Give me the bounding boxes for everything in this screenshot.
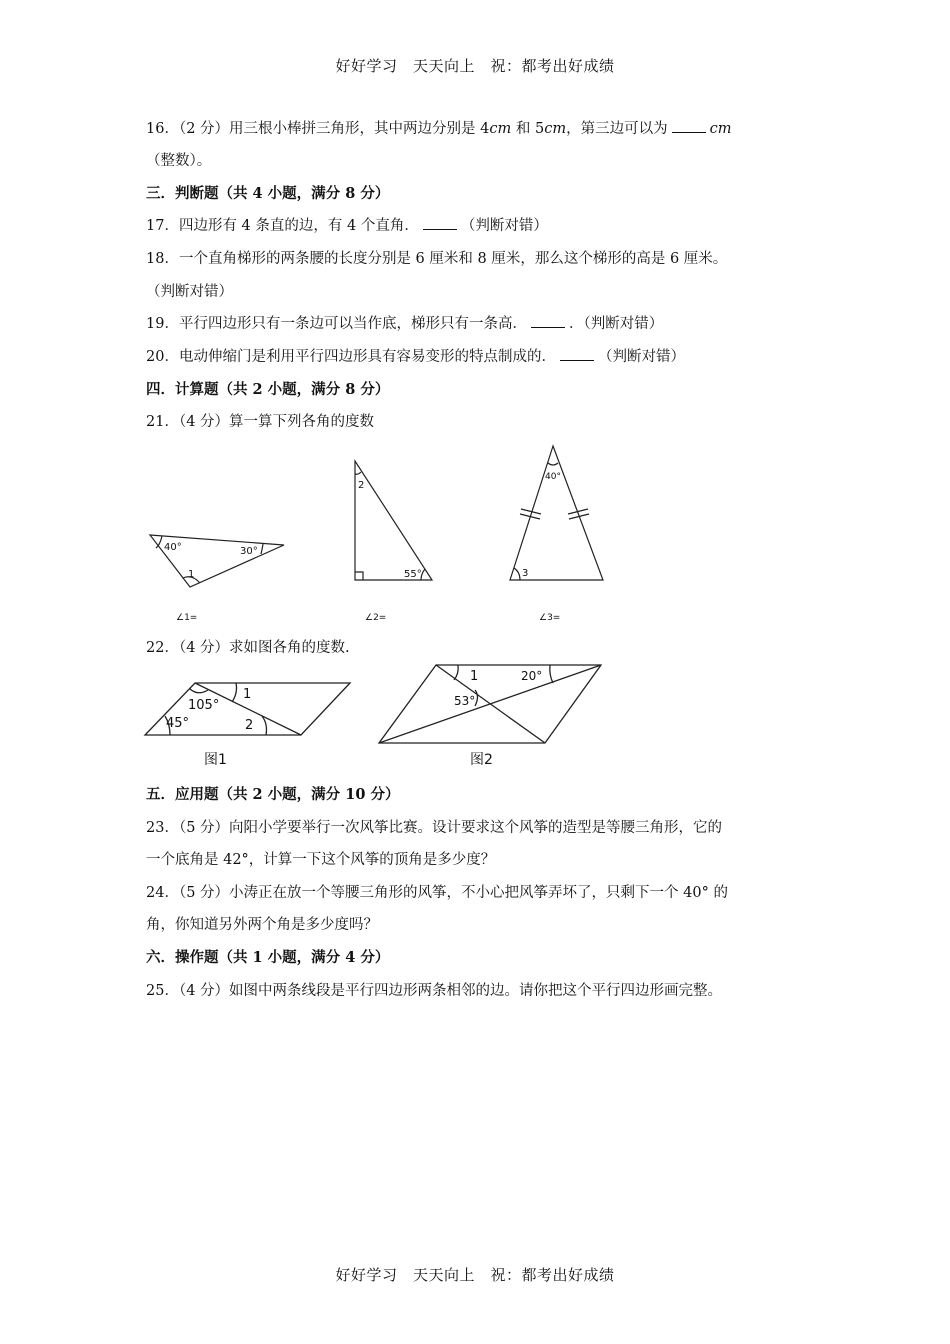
- parallelogram-1-arc-1: [232, 683, 237, 702]
- q16-unit-3: cm: [709, 121, 732, 137]
- t1-label-40: 40°: [164, 542, 182, 553]
- q16-tail: ，第三边可以为: [566, 121, 668, 137]
- triangle-2-angle-arc-a: [355, 472, 361, 474]
- caption-angle-1: ∠1=: [176, 613, 198, 623]
- question-25: 25．（4 分）如图中两条线段是平行四边形两条相邻的边。请你把这个平行四边形画完整。: [146, 983, 723, 999]
- q16-and: 和 5: [511, 121, 545, 137]
- f2-label-53: 53°: [454, 694, 476, 708]
- page-header: 好好学习 天天向上 祝：都考出好成绩: [335, 57, 615, 75]
- triangle-2: [355, 461, 432, 580]
- caption-angle-2: ∠2=: [365, 613, 387, 623]
- q20-text: 20．电动伸缩门是利用平行四边形具有容易变形的特点制成的．: [146, 349, 556, 365]
- t2-label-55: 55°: [404, 569, 422, 580]
- q19-hint: ．（判断对错）: [568, 316, 664, 332]
- section-4-title: 四．计算题（共 2 小题，满分 8 分）: [146, 381, 390, 398]
- question-22: 22．（4 分）求如图各角的度数.: [146, 640, 350, 656]
- section-3-title: 三．判断题（共 4 小题，满分 8 分）: [146, 185, 390, 202]
- figure-21-triangles: [0, 0, 950, 640]
- triangle-2-right-angle-mark: [355, 572, 363, 580]
- q16-unit-2: cm: [544, 121, 567, 137]
- f1-label-45: 45°: [166, 716, 190, 731]
- section-6-title: 六．操作题（共 1 小题，满分 4 分）: [146, 949, 390, 966]
- triangle-3-angle-arc-b: [514, 568, 520, 580]
- caption-angle-3: ∠3=: [539, 613, 561, 623]
- parallelogram-1-arc-top: [190, 689, 208, 693]
- parallelogram-2-diagonal-b: [379, 665, 601, 743]
- t1-label-30: 30°: [240, 546, 258, 557]
- triangle-3-angle-arc-a: [548, 463, 558, 465]
- question-23-line2: 一个底角是 42°，计算一下这个风筝的顶角是多少度？: [146, 852, 496, 868]
- q17-hint: （判断对错）: [460, 218, 548, 234]
- question-21: 21．（4 分）算一算下列各角的度数: [146, 414, 375, 430]
- f1-label-1: 1: [243, 687, 252, 702]
- t1-label-1: 1: [188, 569, 195, 580]
- figure-1-caption: 图1: [204, 752, 227, 768]
- f2-label-20: 20°: [521, 669, 543, 683]
- t3-label-40: 40°: [545, 472, 561, 482]
- question-18-line1: 18．一个直角梯形的两条腰的长度分别是 6 厘米和 8 厘米，那么这个梯形的高是 6 厘米。: [146, 251, 728, 267]
- q19-text: 19．平行四边形只有一条边可以当作底，梯形只有一条高．: [146, 316, 527, 332]
- t3-label-3: 3: [522, 568, 529, 579]
- parallelogram-2-arc-20: [550, 665, 553, 683]
- f2-label-1: 1: [470, 669, 479, 684]
- triangle-3: [510, 446, 603, 580]
- question-16-line2: （整数）。: [146, 153, 212, 169]
- q17-text: 17．四边形有 4 条直的边，有 4 个直角．: [146, 218, 419, 234]
- section-5-title: 五．应用题（共 2 小题，满分 10 分）: [146, 786, 400, 803]
- q16-text: 16．（2 分）用三根小棒拼三角形，其中两边分别是 4: [146, 121, 490, 137]
- figure-2-caption: 图2: [470, 752, 493, 768]
- question-23-line1: 23．（5 分）向阳小学要举行一次风筝比赛。设计要求这个风筝的造型是等腰三角形，它的: [146, 820, 723, 836]
- question-24-line1: 24．（5 分）小涛正在放一个等腰三角形的风筝，不小心把风筝弄坏了，只剩下一个 40° 的: [146, 885, 728, 901]
- page-footer: 好好学习 天天向上 祝：都考出好成绩: [335, 1266, 615, 1284]
- t2-label-2: 2: [358, 480, 365, 491]
- q16-unit-1: cm: [489, 121, 512, 137]
- triangle-1-angle-arc-b: [261, 544, 263, 554]
- parallelogram-1-arc-2: [262, 716, 267, 735]
- question-18-line2: （判断对错）: [146, 284, 233, 300]
- f1-label-105: 105°: [188, 698, 220, 713]
- figure-22-parallelograms: [0, 655, 950, 775]
- q20-hint: （判断对错）: [597, 349, 685, 365]
- question-24-line2: 角，你知道另外两个角是多少度吗？: [146, 917, 378, 933]
- f1-label-2: 2: [245, 718, 254, 733]
